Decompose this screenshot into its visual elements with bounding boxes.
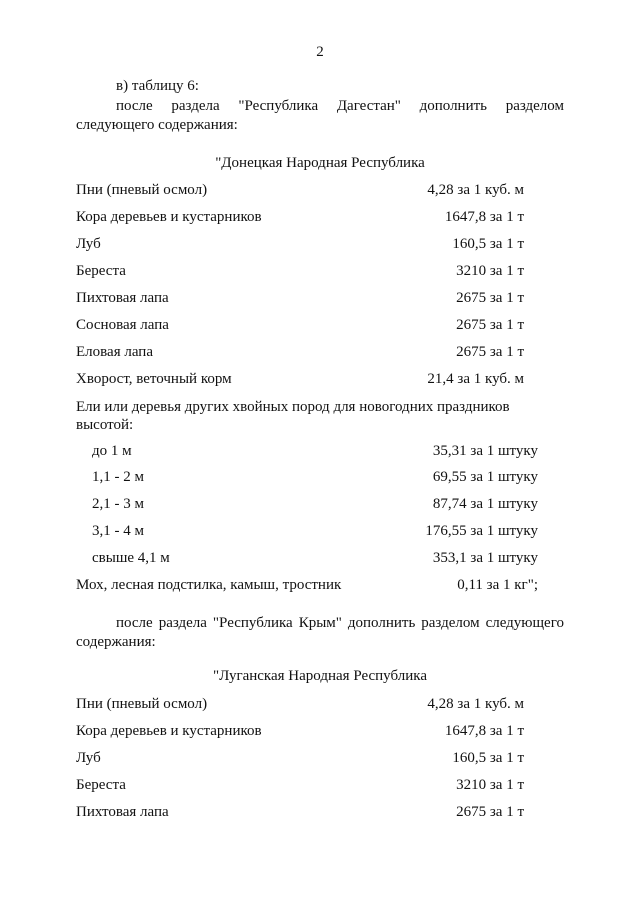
intro-line-2: следующего содержания: <box>76 117 238 133</box>
row-label: Береста <box>76 777 126 793</box>
table-row <box>76 496 564 516</box>
row-value: 69,55 за 1 штуку <box>432 469 538 485</box>
table-row <box>76 469 564 489</box>
row-value: 1647,8 за 1 т <box>444 723 524 739</box>
row-label: Пни (пневый осмол) <box>76 696 208 712</box>
row-label: Береста <box>76 263 126 279</box>
table-row <box>76 523 564 543</box>
table-row <box>76 290 564 310</box>
row-value: 3210 за 1 т <box>456 777 524 793</box>
row-label: до 1 м <box>92 443 132 459</box>
section-title-dnr: "Донецкая Народная Республика <box>215 155 425 171</box>
row-label: Пихтовая лапа <box>76 290 169 306</box>
row-value: 35,31 за 1 штуку <box>432 443 538 459</box>
row-value: 21,4 за 1 куб. м <box>427 371 524 387</box>
row-label: 2,1 - 3 м <box>92 496 144 512</box>
intro-line-1: после раздела "Республика Дагестан" дополнить разделом <box>116 98 564 114</box>
table-row <box>76 371 564 391</box>
table-row <box>76 577 564 597</box>
table-row <box>76 317 564 337</box>
row-value: 4,28 за 1 куб. м <box>427 696 524 712</box>
table-row <box>76 750 564 770</box>
row-value: 2675 за 1 т <box>456 290 524 306</box>
row-value: 160,5 за 1 т <box>452 750 524 766</box>
table-row <box>76 443 564 463</box>
page-number: 2 <box>316 44 324 60</box>
table-row <box>76 550 564 570</box>
row-label: Кора деревьев и кустарников <box>76 723 262 739</box>
row-label: Пни (пневый осмол) <box>76 182 208 198</box>
row-value: 3210 за 1 т <box>456 263 524 279</box>
middle-line-2: содержания: <box>76 634 156 650</box>
row-label: Пихтовая лапа <box>76 804 169 820</box>
row-label: Еловая лапа <box>76 344 153 360</box>
table-row <box>76 804 564 824</box>
table-row <box>76 723 564 743</box>
table-row <box>76 344 564 364</box>
row-label: Луб <box>76 750 101 766</box>
table-row <box>76 696 564 716</box>
row-value: 160,5 за 1 т <box>452 236 524 252</box>
row-label: Сосновая лапа <box>76 317 169 333</box>
row-label: Кора деревьев и кустарников <box>76 209 262 225</box>
table-row <box>76 777 564 797</box>
row-value: 4,28 за 1 куб. м <box>427 182 524 198</box>
row-value: 87,74 за 1 штуку <box>432 496 538 512</box>
row-value: 2675 за 1 т <box>456 317 524 333</box>
table-row <box>76 182 564 202</box>
row-value: 353,1 за 1 штуку <box>432 550 538 566</box>
section-title-lnr: "Луганская Народная Республика <box>213 668 427 684</box>
row-value: 2675 за 1 т <box>456 804 524 820</box>
trees-heading-line-2: высотой: <box>76 417 134 433</box>
intro-item: в) таблицу 6: <box>116 78 199 94</box>
row-label: Хворост, веточный корм <box>76 371 232 387</box>
trees-heading <box>76 398 564 434</box>
table-row <box>76 209 564 229</box>
row-value: 2675 за 1 т <box>456 344 524 360</box>
row-value: 1647,8 за 1 т <box>444 209 524 225</box>
table-row <box>76 263 564 283</box>
row-label: Луб <box>76 236 101 252</box>
row-value: 0,11 за 1 кг"; <box>457 577 538 593</box>
row-label: 1,1 - 2 м <box>92 469 144 485</box>
row-value: 176,55 за 1 штуку <box>425 523 538 539</box>
row-label: Мох, лесная подстилка, камыш, тростник <box>76 577 342 593</box>
row-label: свыше 4,1 м <box>92 550 170 566</box>
table-row <box>76 236 564 256</box>
middle-line-1: после раздела "Республика Крым" дополнить разделом следующего <box>116 615 564 631</box>
row-label: 3,1 - 4 м <box>92 523 144 539</box>
trees-heading-line-1: Ели или деревья других хвойных пород для новогодних праздников <box>76 399 510 415</box>
